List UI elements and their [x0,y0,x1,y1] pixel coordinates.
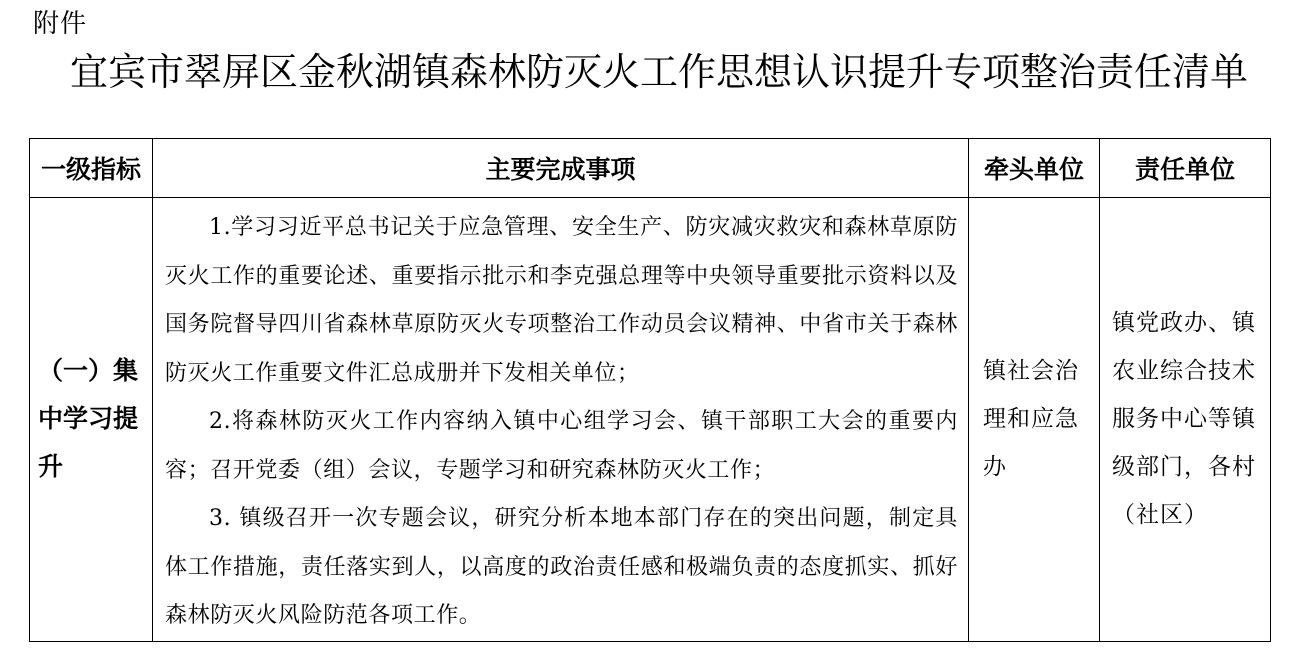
task-item: 3. 镇级召开一次专题会议，研究分析本地本部门存在的突出问题，制定具体工作措施，责任落实到人，以高度的政治责任感和极端负责的态度抓实、抓好森林防灭火风险防范各项工作。 [165,506,958,628]
table-row [30,198,1271,642]
cell-level: （一）集中学习提升 [30,198,153,642]
header-lead: 牵头单位 [969,139,1100,198]
table-header-row [30,139,1271,198]
responsibility-table [29,138,1271,642]
header-items: 主要完成事项 [153,139,969,198]
cell-items [153,198,969,642]
cell-responsible-unit: 镇党政办、镇农业综合技术服务中心等镇级部门，各村（社区） [1100,198,1271,642]
cell-lead-unit: 镇社会治理和应急办 [969,198,1100,642]
attachment-label: 附件 [33,9,88,39]
header-level: 一级指标 [30,139,153,198]
task-item: 2.将森林防灭火工作内容纳入镇中心组学习会、镇干部职工大会的重要内容；召开党委（组）会议，专题学习和研究森林防灭火工作； [165,409,958,483]
header-responsible: 责任单位 [1100,139,1271,198]
document-title: 宜宾市翠屏区金秋湖镇森林防灭火工作思想认识提升专项整治责任清单 [70,50,1249,94]
task-item: 1.学习习近平总书记关于应急管理、安全生产、防灾减灾救灾和森林草原防灭火工作的重要论述、重要指示批示和李克强总理等中央领导重要批示资料以及国务院督导四川省森林草原防灭火专项整治工作动员会议精神、中省市关于森林防灭火工作重要文件汇总成册并下发相关单位； [165,215,958,386]
